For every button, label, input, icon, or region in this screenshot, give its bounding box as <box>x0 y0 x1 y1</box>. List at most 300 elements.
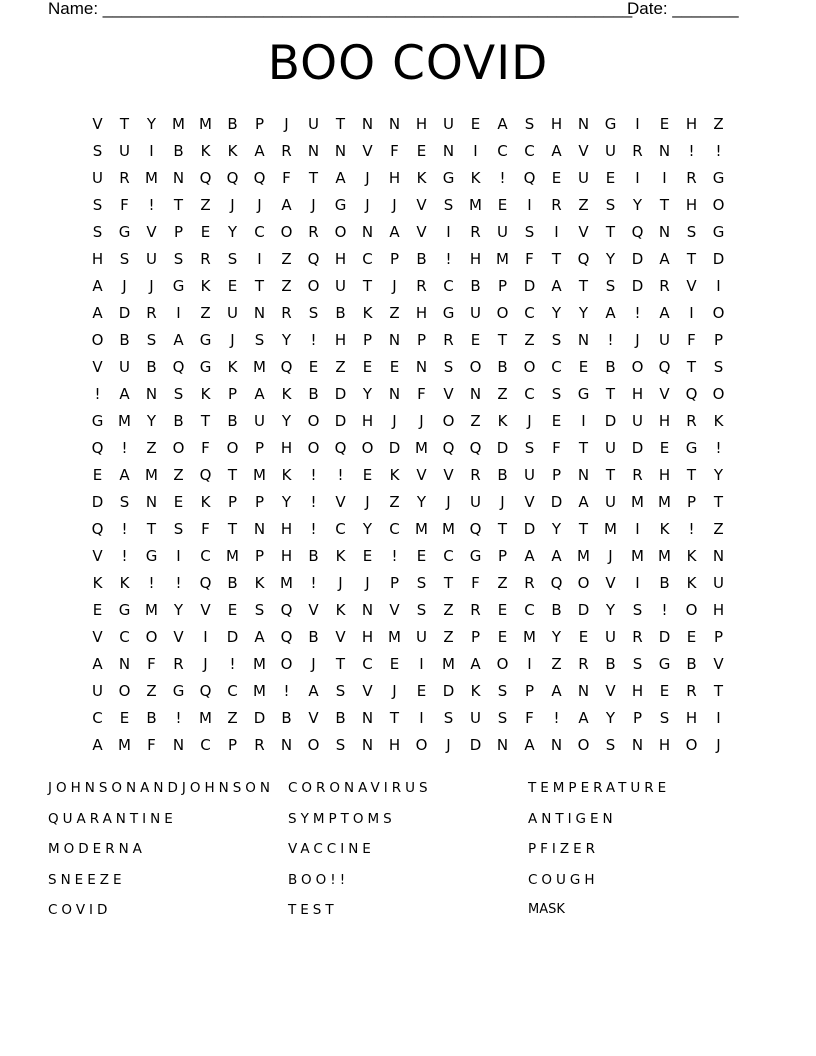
header <box>48 0 768 21</box>
grid-cell: T <box>578 439 589 457</box>
grid-cell: P <box>524 682 535 700</box>
word-list-row <box>48 839 768 870</box>
grid-cell: C <box>92 709 103 727</box>
grid-cell: J <box>392 196 397 214</box>
grid-cell: O <box>307 412 320 430</box>
grid-cell: N <box>658 223 671 241</box>
grid-cell: Q <box>253 169 266 187</box>
grid-cell: D <box>496 439 509 457</box>
word-list-item: JOHNSONANDJOHNSON <box>48 780 275 796</box>
word-list <box>48 778 768 931</box>
grid-cell: Q <box>199 466 212 484</box>
grid-cell: P <box>551 466 562 484</box>
grid-cell: H <box>280 520 293 538</box>
grid-cell: U <box>605 142 616 160</box>
grid-cell: I <box>635 574 640 592</box>
grid-cell: V <box>362 142 373 160</box>
grid-cell: S <box>254 331 265 349</box>
grid-cell: C <box>254 223 265 241</box>
grid-cell: B <box>146 358 157 376</box>
grid-cell: S <box>632 655 643 673</box>
grid-cell: F <box>687 331 696 349</box>
word-list-item: BOO!! <box>288 871 350 888</box>
grid-cell: S <box>443 196 454 214</box>
grid-cell: P <box>254 439 265 457</box>
grid-cell: P <box>227 385 238 403</box>
grid-cell: H <box>280 439 293 457</box>
grid-cell: D <box>523 520 536 538</box>
grid-cell: F <box>417 385 426 403</box>
grid-cell: A <box>551 142 562 160</box>
grid-cell: H <box>685 709 698 727</box>
grid-cell: A <box>551 277 562 295</box>
grid-cell: C <box>524 142 535 160</box>
grid-cell: D <box>253 709 266 727</box>
grid-cell: ! <box>661 601 668 619</box>
word-list-row <box>48 809 768 840</box>
grid-cell: G <box>442 169 455 187</box>
grid-cell: Z <box>578 196 589 214</box>
grid-cell: G <box>172 277 185 295</box>
grid-row <box>84 300 732 327</box>
grid-cell: I <box>149 142 154 160</box>
grid-cell: Z <box>443 628 454 646</box>
grid-cell: Q <box>334 439 347 457</box>
grid-cell: J <box>392 412 397 430</box>
grid-cell: A <box>551 682 562 700</box>
grid-cell: ! <box>553 709 560 727</box>
grid-cell: B <box>551 601 562 619</box>
grid-cell: E <box>578 358 589 376</box>
grid-cell: N <box>334 142 347 160</box>
grid-cell: V <box>443 385 454 403</box>
grid-cell: O <box>577 574 590 592</box>
grid-cell: B <box>335 709 346 727</box>
grid-cell: T <box>146 520 157 538</box>
word-list-item: MODERNA <box>48 841 146 857</box>
grid-cell: E <box>497 196 508 214</box>
grid-cell: T <box>200 412 211 430</box>
grid-cell: M <box>604 520 617 538</box>
word-list-item: MASK <box>528 902 565 917</box>
grid-cell: M <box>631 493 644 511</box>
grid-cell: M <box>415 439 428 457</box>
grid-row <box>84 435 732 462</box>
grid-cell: U <box>146 250 157 268</box>
grid-cell: O <box>685 736 698 754</box>
grid-cell: T <box>443 574 454 592</box>
grid-cell: S <box>416 574 427 592</box>
grid-cell: U <box>659 331 670 349</box>
grid-row <box>84 597 732 624</box>
grid-cell: ! <box>391 547 398 565</box>
grid-cell: T <box>389 709 400 727</box>
grid-cell: N <box>145 493 158 511</box>
grid-cell: D <box>442 682 455 700</box>
word-list-item: ANTIGEN <box>528 810 617 827</box>
grid-cell: R <box>551 196 562 214</box>
grid-cell: K <box>686 547 697 565</box>
grid-cell: E <box>659 682 670 700</box>
grid-cell: B <box>119 331 130 349</box>
grid-cell: T <box>713 682 724 700</box>
grid-cell: G <box>685 439 698 457</box>
grid-cell: J <box>365 493 370 511</box>
grid-cell: S <box>119 493 130 511</box>
grid-cell: S <box>173 520 184 538</box>
grid-cell: T <box>686 466 697 484</box>
grid-cell: T <box>497 331 508 349</box>
grid-cell: ! <box>337 466 344 484</box>
grid-cell: N <box>361 709 374 727</box>
grid-cell: J <box>446 493 451 511</box>
grid-cell: R <box>686 412 697 430</box>
grid-cell: S <box>335 682 346 700</box>
grid-cell: Q <box>469 520 482 538</box>
grid-cell: M <box>415 520 428 538</box>
grid-row <box>84 543 732 570</box>
grid-cell: V <box>659 385 670 403</box>
grid-row <box>84 111 732 138</box>
grid-cell: V <box>578 142 589 160</box>
grid-row <box>84 408 732 435</box>
grid-cell: ! <box>121 439 128 457</box>
grid-cell: H <box>550 115 563 133</box>
grid-cell: S <box>497 709 508 727</box>
grid-cell: Z <box>713 520 724 538</box>
grid-cell: S <box>551 331 562 349</box>
grid-cell: ! <box>148 574 155 592</box>
grid-cell: O <box>496 655 509 673</box>
grid-row <box>84 165 732 192</box>
grid-cell: G <box>91 412 104 430</box>
grid-cell: S <box>92 142 103 160</box>
grid-cell: D <box>469 736 482 754</box>
grid-cell: S <box>632 601 643 619</box>
grid-cell: B <box>416 250 427 268</box>
grid-cell: O <box>577 736 590 754</box>
grid-cell: N <box>442 142 455 160</box>
grid-cell: D <box>334 412 347 430</box>
grid-cell: V <box>605 682 616 700</box>
grid-cell: S <box>92 196 103 214</box>
grid-cell: V <box>92 628 103 646</box>
grid-cell: H <box>415 115 428 133</box>
grid-cell: A <box>254 142 265 160</box>
grid-cell: M <box>388 628 401 646</box>
grid-cell: U <box>470 709 481 727</box>
grid-cell: D <box>118 304 131 322</box>
grid-cell: Y <box>362 385 373 403</box>
grid-cell: V <box>92 358 103 376</box>
grid-cell: S <box>308 304 319 322</box>
grid-cell: O <box>334 223 347 241</box>
grid-cell: J <box>149 277 154 295</box>
grid-cell: V <box>605 574 616 592</box>
grid-cell: B <box>227 115 238 133</box>
grid-cell: N <box>496 736 509 754</box>
grid-cell: R <box>470 223 481 241</box>
grid-cell: V <box>362 682 373 700</box>
grid-cell: R <box>632 466 643 484</box>
grid-cell: A <box>659 250 670 268</box>
grid-cell: S <box>659 709 670 727</box>
grid-cell: B <box>686 655 697 673</box>
grid-cell: Q <box>91 439 104 457</box>
grid-cell: Y <box>605 250 616 268</box>
grid-cell: S <box>524 115 535 133</box>
grid-cell: K <box>281 385 292 403</box>
grid-cell: S <box>443 709 454 727</box>
word-list-item: VACCINE <box>288 841 375 857</box>
grid-cell: M <box>469 196 482 214</box>
word-list-item: SYMPTOMS <box>288 810 396 827</box>
grid-cell: Q <box>577 250 590 268</box>
grid-cell: T <box>605 223 616 241</box>
grid-cell: ! <box>715 439 722 457</box>
grid-cell: Q <box>658 358 671 376</box>
grid-cell: N <box>253 520 266 538</box>
grid-cell: F <box>147 655 156 673</box>
grid-cell: U <box>92 682 103 700</box>
grid-cell: R <box>578 655 589 673</box>
grid-cell: P <box>497 547 508 565</box>
grid-cell: V <box>416 196 427 214</box>
grid-cell: M <box>145 601 158 619</box>
grid-cell: P <box>362 331 373 349</box>
grid-cell: U <box>119 358 130 376</box>
grid-cell: J <box>608 547 613 565</box>
grid-cell: H <box>361 628 374 646</box>
grid-cell: N <box>172 169 185 187</box>
grid-cell: U <box>497 223 508 241</box>
grid-cell: I <box>716 709 721 727</box>
grid-cell: U <box>605 493 616 511</box>
grid-cell: S <box>497 682 508 700</box>
grid-cell: P <box>713 628 724 646</box>
grid-cell: ! <box>499 169 506 187</box>
grid-cell: O <box>307 439 320 457</box>
grid-cell: U <box>470 493 481 511</box>
grid-cell: H <box>388 736 401 754</box>
grid-cell: K <box>335 547 346 565</box>
grid-cell: B <box>146 709 157 727</box>
grid-cell: Y <box>281 412 292 430</box>
grid-cell: N <box>577 331 590 349</box>
grid-cell: I <box>716 277 721 295</box>
grid-cell: T <box>335 115 346 133</box>
grid-cell: N <box>550 736 563 754</box>
grid-cell: O <box>307 736 320 754</box>
grid-cell: N <box>469 385 482 403</box>
grid-cell: Z <box>713 115 724 133</box>
grid-cell: V <box>389 601 400 619</box>
grid-cell: Y <box>281 493 292 511</box>
grid-cell: N <box>361 115 374 133</box>
grid-cell: E <box>362 358 373 376</box>
grid-cell: S <box>605 196 616 214</box>
grid-cell: Q <box>523 169 536 187</box>
grid-cell: I <box>176 304 181 322</box>
grid-cell: C <box>524 385 535 403</box>
grid-cell: Z <box>200 196 211 214</box>
grid-cell: M <box>118 736 131 754</box>
grid-cell: E <box>200 223 211 241</box>
grid-cell: Z <box>524 331 535 349</box>
grid-cell: U <box>713 574 724 592</box>
grid-cell: J <box>392 277 397 295</box>
grid-cell: I <box>581 412 586 430</box>
grid-cell: N <box>388 331 401 349</box>
grid-row <box>84 138 732 165</box>
grid-cell: J <box>500 493 505 511</box>
grid-cell: K <box>254 574 265 592</box>
grid-cell: T <box>713 493 724 511</box>
grid-cell: G <box>199 358 212 376</box>
grid-cell: G <box>442 304 455 322</box>
grid-cell: Y <box>146 115 157 133</box>
grid-cell: U <box>335 277 346 295</box>
grid-cell: R <box>146 304 157 322</box>
grid-cell: U <box>578 169 589 187</box>
grid-cell: Y <box>227 223 238 241</box>
grid-cell: Q <box>469 439 482 457</box>
grid-cell: O <box>631 358 644 376</box>
grid-cell: T <box>551 250 562 268</box>
grid-cell: K <box>227 358 238 376</box>
grid-cell: V <box>200 601 211 619</box>
grid-row <box>84 570 732 597</box>
grid-cell: H <box>334 331 347 349</box>
grid-cell: I <box>446 223 451 241</box>
grid-cell: H <box>91 250 104 268</box>
grid-cell: M <box>280 574 293 592</box>
grid-cell: I <box>662 169 667 187</box>
grid-cell: A <box>92 655 103 673</box>
grid-cell: G <box>577 385 590 403</box>
grid-cell: A <box>92 304 103 322</box>
word-list-row <box>48 900 768 931</box>
grid-cell: O <box>712 304 725 322</box>
grid-cell: O <box>523 358 536 376</box>
grid-cell: O <box>280 223 293 241</box>
grid-cell: H <box>712 601 725 619</box>
grid-cell: B <box>308 547 319 565</box>
grid-cell: ! <box>310 574 317 592</box>
grid-cell: D <box>631 250 644 268</box>
grid-cell: I <box>176 547 181 565</box>
grid-cell: E <box>308 358 319 376</box>
grid-cell: R <box>632 142 643 160</box>
grid-cell: H <box>334 250 347 268</box>
grid-cell: K <box>713 412 724 430</box>
grid-cell: P <box>713 331 724 349</box>
grid-cell: F <box>147 736 156 754</box>
grid-cell: G <box>469 547 482 565</box>
grid-cell: M <box>145 169 158 187</box>
grid-cell: B <box>227 574 238 592</box>
grid-cell: K <box>200 493 211 511</box>
grid-cell: A <box>470 655 481 673</box>
grid-cell: H <box>658 412 671 430</box>
grid-cell: I <box>635 520 640 538</box>
grid-cell: P <box>254 547 265 565</box>
grid-row <box>84 678 732 705</box>
grid-cell: J <box>230 331 235 349</box>
grid-cell: ! <box>148 196 155 214</box>
grid-cell: H <box>415 304 428 322</box>
grid-cell: H <box>361 412 374 430</box>
grid-cell: B <box>173 142 184 160</box>
grid-cell: B <box>497 358 508 376</box>
grid-cell: O <box>469 358 482 376</box>
grid-cell: ! <box>634 304 641 322</box>
grid-cell: O <box>280 655 293 673</box>
grid-cell: K <box>686 574 697 592</box>
grid-cell: Q <box>199 169 212 187</box>
grid-cell: P <box>416 331 427 349</box>
grid-cell: N <box>631 736 644 754</box>
grid-cell: K <box>92 574 103 592</box>
grid-cell: C <box>362 250 373 268</box>
grid-cell: Z <box>335 358 346 376</box>
grid-cell: B <box>227 412 238 430</box>
grid-cell: P <box>389 250 400 268</box>
grid-cell: N <box>415 358 428 376</box>
grid-cell: ! <box>688 142 695 160</box>
grid-cell: I <box>554 223 559 241</box>
grid-cell: Z <box>470 412 481 430</box>
grid-cell: Y <box>281 331 292 349</box>
grid-row <box>84 273 732 300</box>
grid-cell: E <box>659 115 670 133</box>
grid-cell: K <box>470 169 481 187</box>
grid-cell: E <box>173 493 184 511</box>
grid-cell: U <box>524 466 535 484</box>
grid-cell: I <box>203 628 208 646</box>
grid-cell: Y <box>173 601 184 619</box>
word-list-item: QUARANTINE <box>48 810 177 827</box>
grid-cell: V <box>308 709 319 727</box>
grid-cell: N <box>361 736 374 754</box>
grid-cell: H <box>631 385 644 403</box>
grid-cell: U <box>254 412 265 430</box>
grid-cell: K <box>200 385 211 403</box>
grid-cell: Q <box>442 439 455 457</box>
grid-cell: ! <box>121 547 128 565</box>
grid-cell: R <box>254 736 265 754</box>
grid-cell: V <box>578 223 589 241</box>
word-list-item: COVID <box>48 902 112 918</box>
grid-cell: A <box>389 223 400 241</box>
grid-cell: Y <box>632 196 643 214</box>
grid-cell: U <box>227 304 238 322</box>
grid-cell: V <box>416 223 427 241</box>
grid-cell: Q <box>199 574 212 592</box>
grid-row <box>84 192 732 219</box>
grid-cell: U <box>119 142 130 160</box>
grid-cell: E <box>416 682 427 700</box>
grid-cell: T <box>578 277 589 295</box>
grid-cell: R <box>443 331 454 349</box>
grid-cell: G <box>658 655 671 673</box>
grid-cell: T <box>605 466 616 484</box>
grid-cell: P <box>497 277 508 295</box>
grid-cell: C <box>389 520 400 538</box>
grid-cell: P <box>470 628 481 646</box>
grid-cell: Z <box>281 250 292 268</box>
grid-cell: U <box>470 304 481 322</box>
